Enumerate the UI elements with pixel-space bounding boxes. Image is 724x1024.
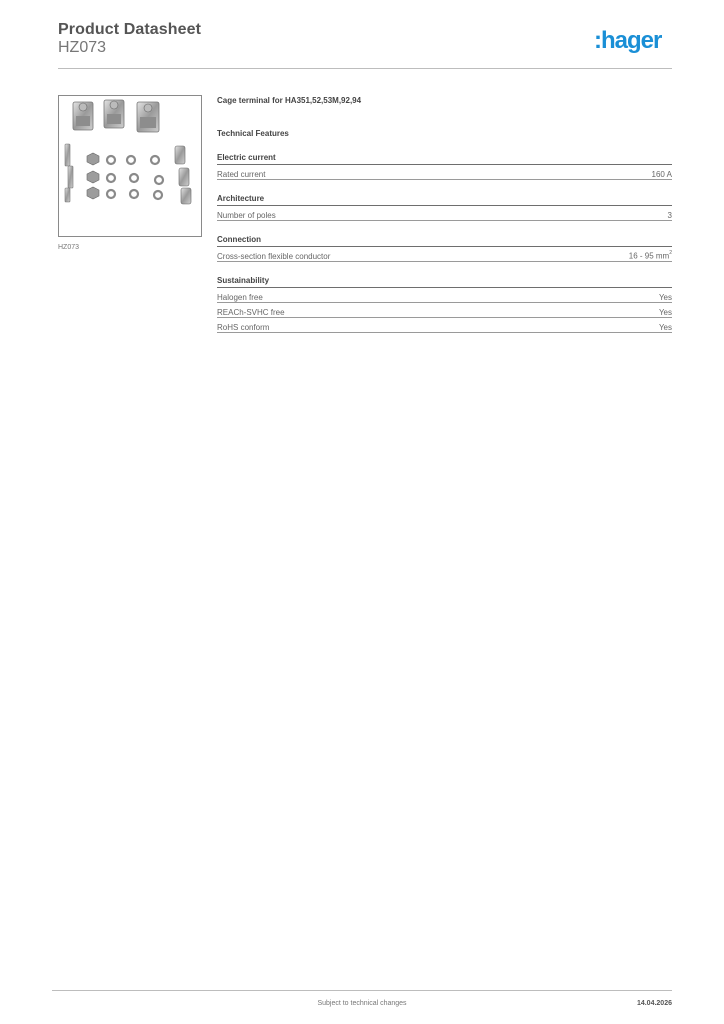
screws — [65, 144, 73, 202]
spec-label: REACh-SVHC free — [217, 308, 285, 317]
section-sustainability — [217, 276, 672, 333]
spec-label: Rated current — [217, 170, 266, 179]
spec-label: RoHS conform — [217, 323, 270, 332]
hager-logo — [594, 28, 674, 58]
document-title: Product Datasheet — [58, 21, 202, 38]
section-title: Connection — [217, 235, 672, 247]
spec-row — [217, 165, 672, 180]
footer-date: 14.04.2026 — [636, 1000, 672, 1007]
image-caption: HZ073 — [58, 244, 80, 251]
section-title: Electric current — [217, 153, 672, 165]
product-image — [58, 95, 202, 237]
cage-terminal-1 — [73, 102, 93, 130]
technical-features-title: Technical Features — [217, 129, 289, 138]
spec-value: Yes — [658, 308, 672, 317]
product-code-heading: HZ073 — [58, 39, 107, 56]
spec-value: 160 A — [651, 170, 672, 179]
section-title: Sustainability — [217, 276, 672, 288]
header-divider — [58, 68, 672, 69]
section-architecture — [217, 194, 672, 221]
footer-note: Subject to technical changes — [317, 1000, 407, 1007]
section-title: Architecture — [217, 194, 672, 206]
spec-label: Cross-section flexible conductor — [217, 252, 331, 261]
spec-value: 16 - 95 mm — [628, 252, 670, 261]
spec-value-wrap — [629, 251, 672, 261]
spec-value: Yes — [658, 293, 672, 302]
spec-row — [217, 206, 672, 221]
sleeves — [175, 146, 191, 204]
product-description: Cage terminal for HA351,52,53M,92,94 — [217, 96, 362, 105]
spec-row — [217, 288, 672, 303]
spec-value: Yes — [658, 323, 672, 332]
datasheet-content — [217, 96, 672, 333]
washers — [107, 156, 163, 199]
spec-row — [217, 303, 672, 318]
spec-row — [217, 318, 672, 333]
nuts — [87, 153, 99, 199]
footer-divider — [52, 990, 672, 991]
hager-logo-text: :hager — [594, 28, 662, 54]
section-connection — [217, 235, 672, 262]
spec-label: Number of poles — [217, 211, 276, 220]
section-electric-current — [217, 153, 672, 180]
cage-terminal-2 — [104, 100, 124, 128]
spec-label: Halogen free — [217, 293, 263, 302]
cage-terminal-3 — [137, 102, 159, 132]
spec-value-superscript: 2 — [669, 250, 672, 257]
spec-row — [217, 247, 672, 262]
spec-value: 3 — [667, 211, 672, 220]
